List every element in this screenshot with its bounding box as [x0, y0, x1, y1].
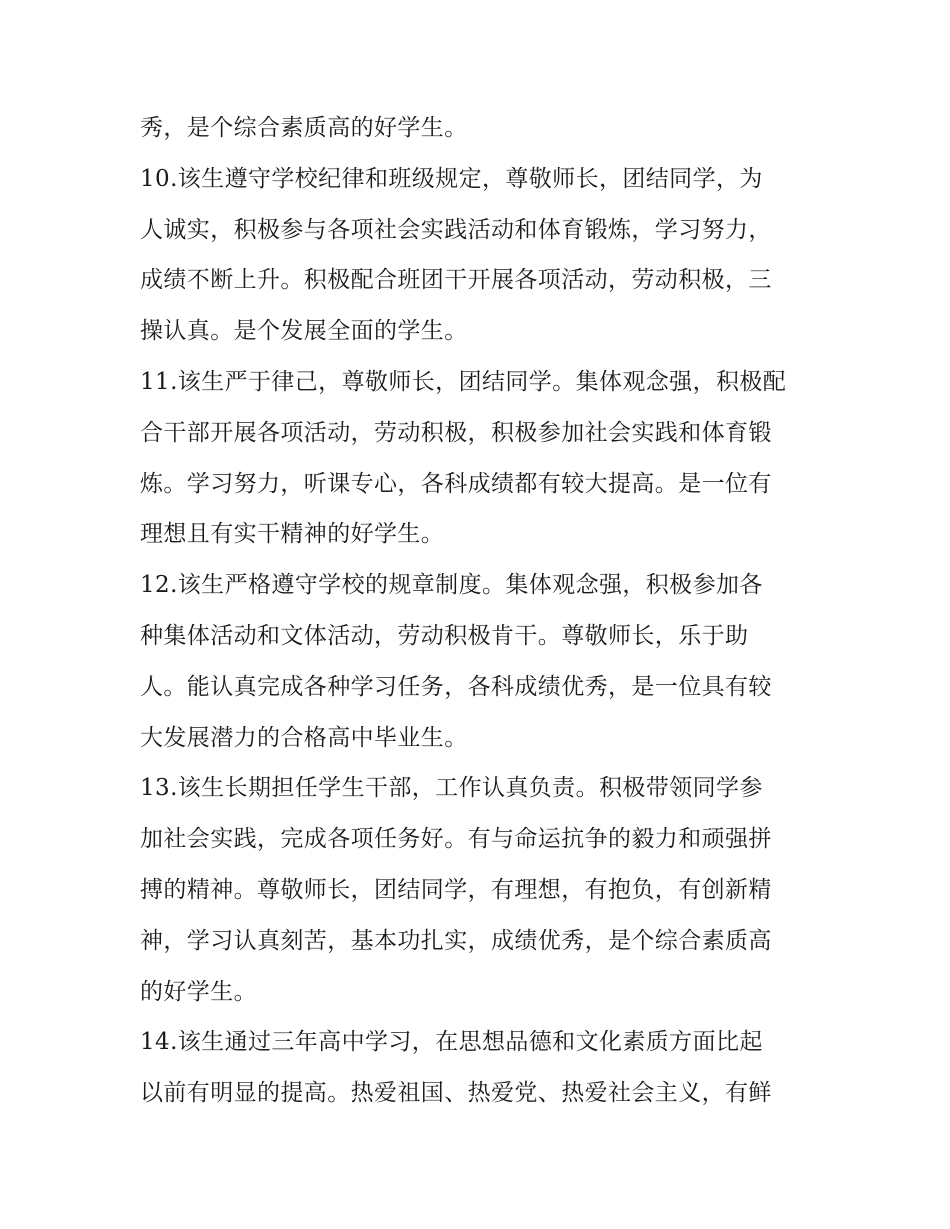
- text-line: 合干部开展各项活动，劳动积极，积极参加社会实践和体育锻: [140, 419, 772, 446]
- text-line: 14.该生通过三年高中学习，在思想品德和文化素质方面比起: [140, 1029, 763, 1056]
- text-line: 秀，是个综合素质高的好学生。: [140, 115, 468, 141]
- text-line: 10.该生遵守学校纪律和班级规定，尊敬师长，团结同学，为: [140, 165, 763, 192]
- text-line: 炼。学习努力，听课专心，各科成绩都有较大提高。是一位有: [140, 470, 772, 497]
- text-line: 神，学习认真刻苦，基本功扎实，成绩优秀，是个综合素质高: [140, 927, 772, 954]
- text-line: 种集体活动和文体活动，劳动积极肯干。尊敬师长，乐于助: [140, 622, 749, 649]
- text-line: 人。能认真完成各种学习任务，各科成绩优秀，是一位具有较: [140, 673, 772, 700]
- text-line: 加社会实践，完成各项任务好。有与命运抗争的毅力和顽强拼: [140, 826, 772, 853]
- text-line: 理想且有实干精神的好学生。: [140, 521, 445, 548]
- text-line: 的好学生。: [140, 978, 257, 1005]
- text-line: 13.该生长期担任学生干部，工作认真负责。积极带领同学参: [140, 775, 763, 802]
- text-line: 成绩不断上升。积极配合班团干开展各项活动，劳动积极，三: [140, 267, 772, 294]
- text-line: 搏的精神。尊敬师长，团结同学，有理想，有抱负，有创新精: [140, 876, 772, 903]
- document-body: [140, 103, 840, 1119]
- text-line: 大发展潜力的合格高中毕业生。: [140, 724, 468, 751]
- text-line: 以前有明显的提高。热爱祖国、热爱党、热爱社会主义，有鲜: [140, 1080, 772, 1107]
- text-line: 12.该生严格遵守学校的规章制度。集体观念强，积极参加各: [140, 572, 763, 599]
- text-line: 11.该生严于律己，尊敬师长，团结同学。集体观念强，积极配: [140, 368, 787, 395]
- text-line: 操认真。是个发展全面的学生。: [140, 318, 468, 345]
- text-line: 人诚实，积极参与各项社会实践活动和体育锻炼，学习努力，: [140, 216, 772, 243]
